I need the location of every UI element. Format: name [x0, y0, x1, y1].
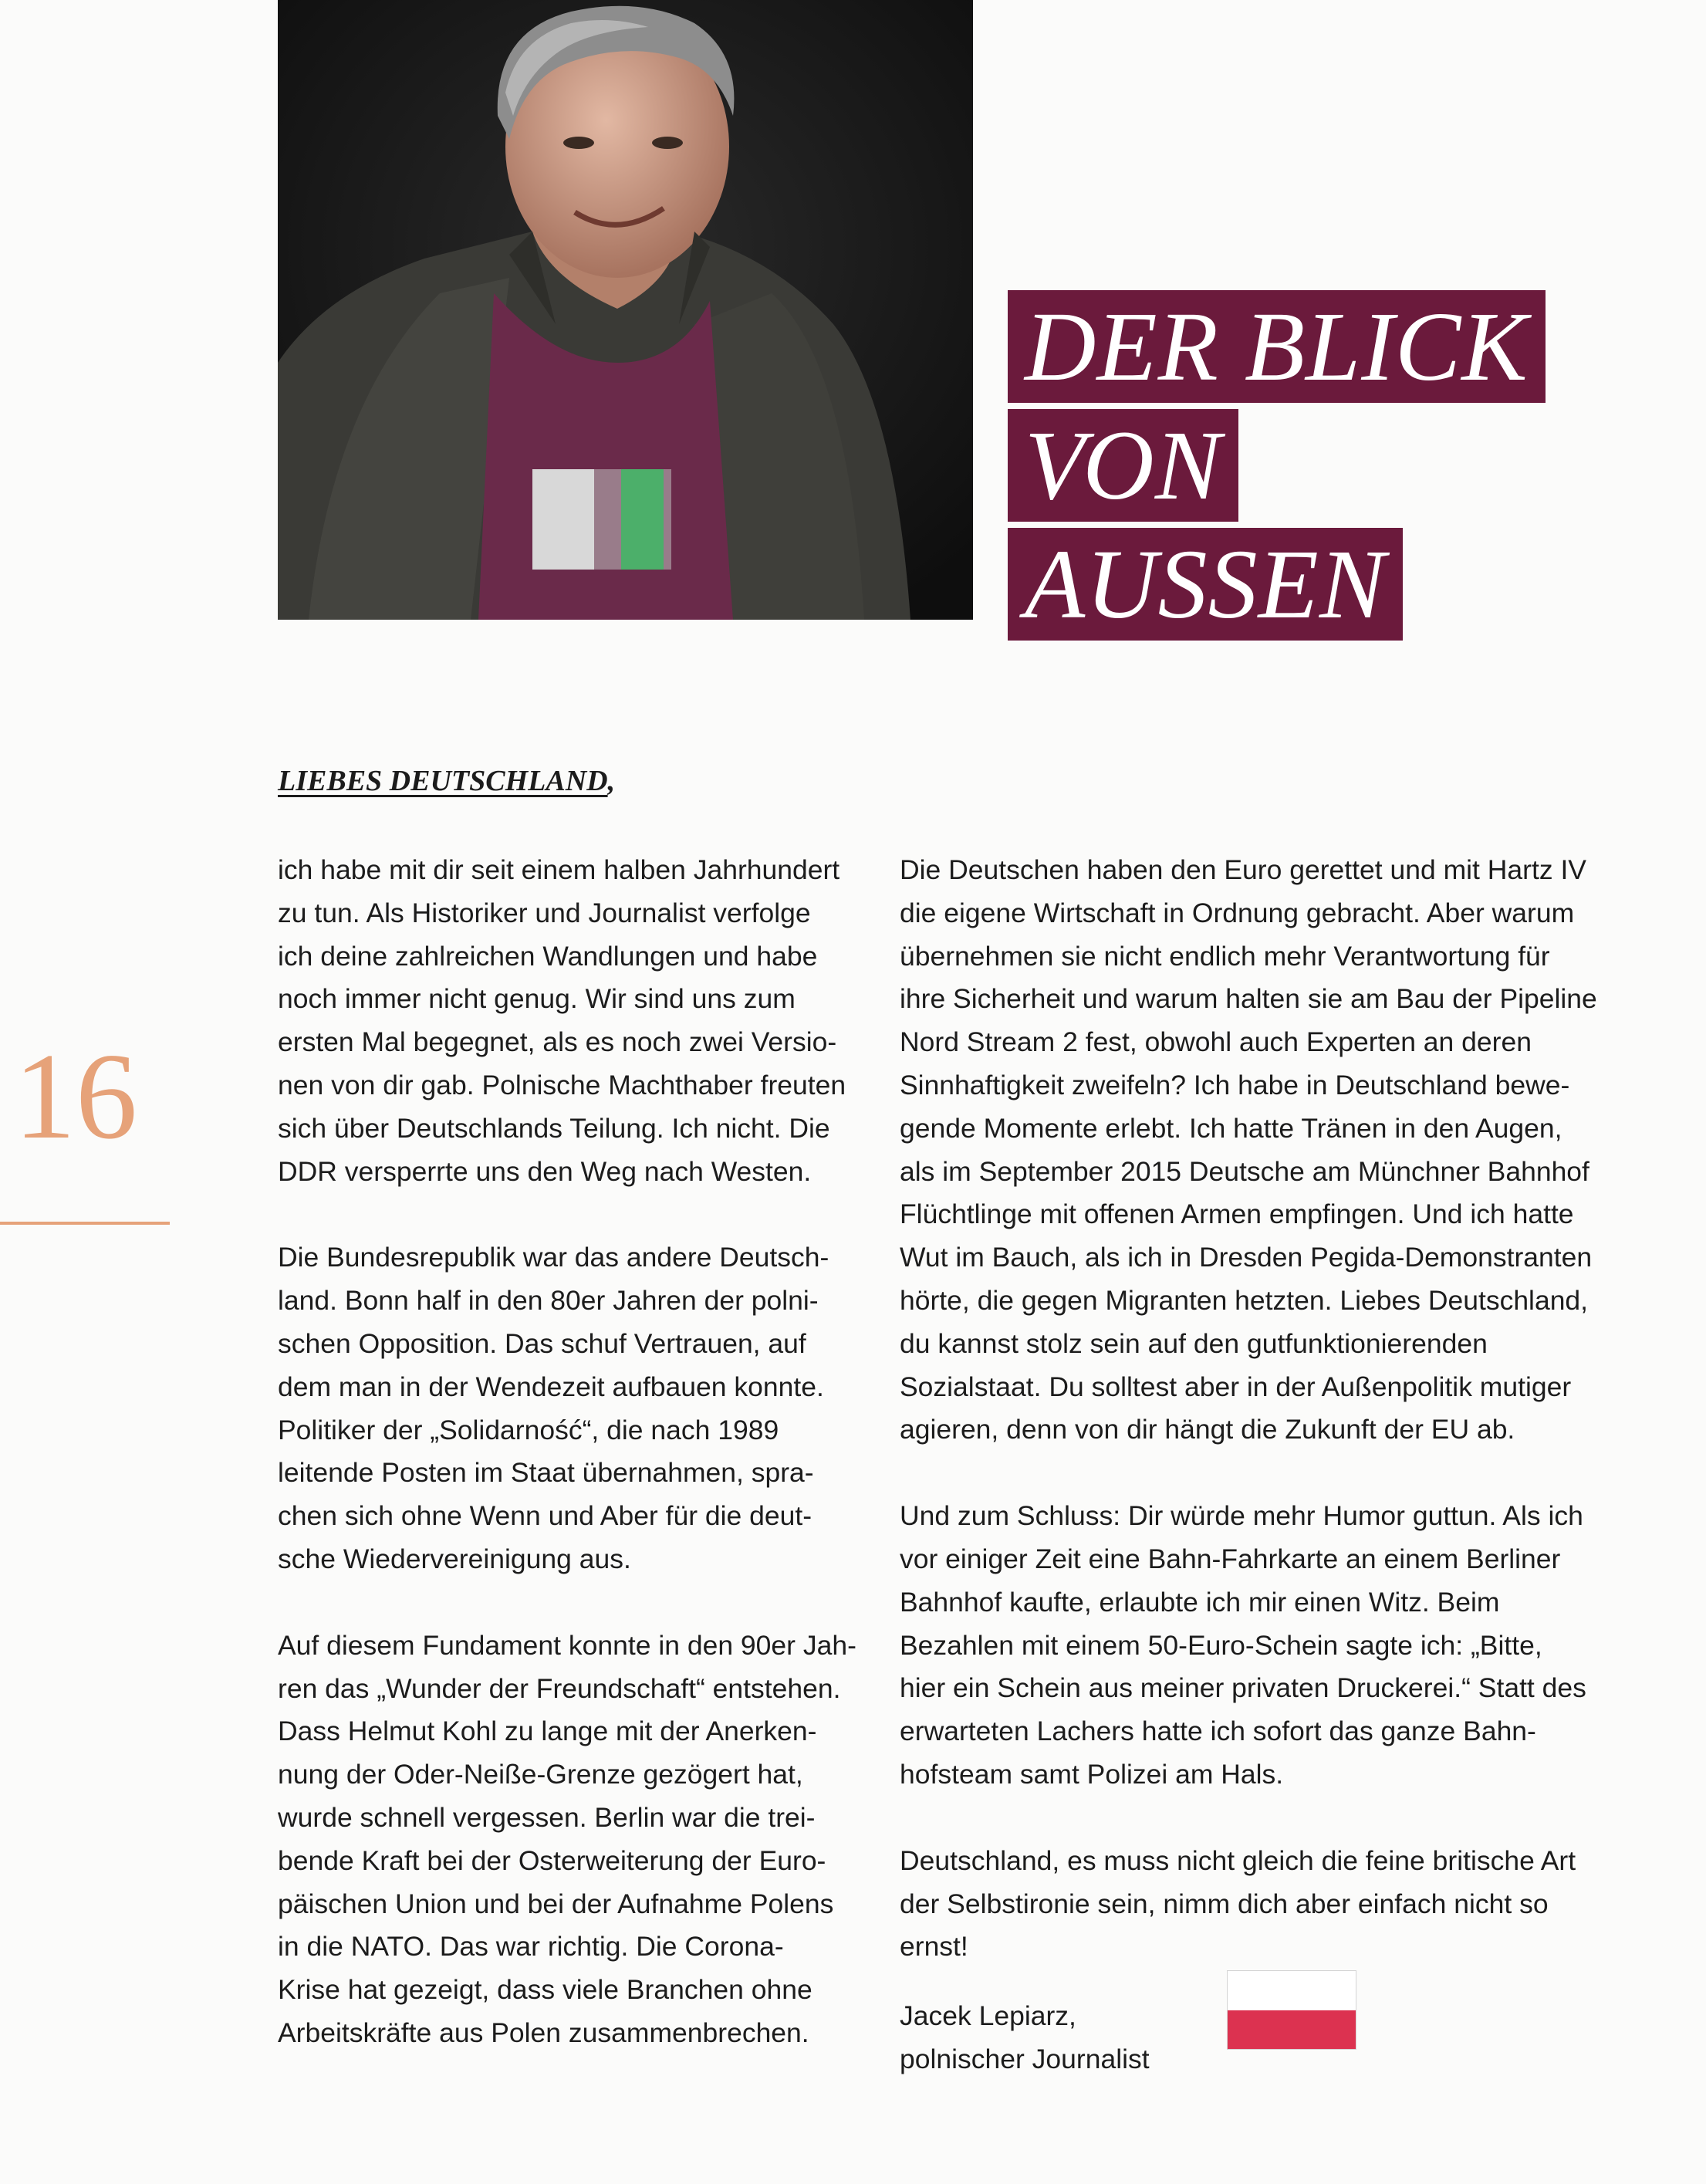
paragraph-left-1: ich habe mit dir seit einem halben Jahrhundert zu tun. Als Historiker und Journalist verfolge ich deine zahlreichen Wandlungen und habe noch immer nicht genug. Wir sind uns zum ersten Mal begegnet, als es noch zwei Versio- nen von dir gab. Polnische Machthaber freuten sich über Deutschlands Teilung. Ich nicht. Die DDR versperrte uns den Weg nach Westen.	[278, 854, 846, 1187]
salutation	[278, 764, 615, 798]
author-portrait-photo	[278, 0, 973, 620]
body-column-right	[900, 849, 1610, 2125]
body-column-left	[278, 849, 872, 2098]
title-line-3: AUSSEN	[1008, 528, 1403, 641]
salutation-comma: ,	[607, 765, 616, 797]
paragraph-left-2: Die Bundesrepublik war das andere Deutsch- land. Bonn half in den 80er Jahren der polni- schen Opposition. Das schuf Vertrauen, auf dem man in der Wendezeit aufbauen konnte. Politiker der „Solidarność“, die nach 1989 leitende Posten im Staat übernahmen, spra- chen sich ohne Wenn und Aber für die deut- sche Wiedervereinigung aus.	[278, 1242, 829, 1574]
paragraph-right-1: Die Deutschen haben den Euro gerettet und mit Hartz IV die eigene Wirtschaft in Ordnung gebracht. Aber warum übernehmen sie nicht endlich mehr Verantwortung für ihre Sicherheit und warum halten sie am Bau der Pipeline Nord Stream 2 fest, obwohl auch Experten an deren Sinnhaftigkeit zweifeln? Ich habe in Deutschland bewe- gende Momente erlebt. Ich hatte Tränen in den Augen, als im September 2015 Deutsche am Münchner Bahnhof Flüchtlinge mit offenen Armen empfingen. Und ich hatte Wut im Bauch, als ich in Dresden Pegida-Demonstranten hörte, die gegen Migranten hetzten. Liebes Deutschland, du kannst stolz sein auf den gutfunktionierenden Sozialstaat. Du solltest aber in der Außenpolitik mutiger agieren, denn von dir hängt die Zukunft der EU ab.	[900, 854, 1597, 1445]
flag-white-stripe	[1228, 1971, 1356, 2010]
portrait-illustration	[278, 0, 973, 620]
paragraph-right-2: Und zum Schluss: Dir würde mehr Humor guttun. Als ich vor einiger Zeit eine Bahn-Fahrkarte an einem Berliner Bahnhof kaufte, erlaubte ich mir einen Witz. Beim Bezahlen mit einem 50-Euro-Schein sagte ich: „Bitte, hier ein Schein aus meiner privaten Druckerei.“ Statt des erwarteten Lachers hatte ich sofort das ganze Bahn- hofsteam samt Polizei am Hals.	[900, 1500, 1586, 1790]
title-line-2: VON	[1008, 409, 1238, 522]
flag-red-stripe	[1228, 2010, 1356, 2050]
signature-name: Jacek Lepiarz,	[900, 2000, 1076, 2032]
polish-flag-icon	[1227, 1970, 1356, 2050]
paragraph-left-3: Auf diesem Fundament konnte in den 90er Jah- ren das „Wunder der Freundschaft“ entstehen. Dass Helmut Kohl zu lange mit der Anerken- nung der Oder-Neiße-Grenze gezögert hat, wurde schnell vergessen. Berlin war die trei- bende Kraft bei der Osterweiterung der Euro- päischen Union und bei der Aufnahme Polens in die NATO. Das war richtig. Die Corona- Krise hat gezeigt, dass viele Branchen ohne Arbeitskräfte aus Polen zusammenbrechen.	[278, 1629, 856, 2048]
page-number: 16	[14, 1027, 137, 1165]
paragraph-right-3: Deutschland, es muss nicht gleich die feine britische Art der Selbstironie sein, nimm dich aber einfach nicht so ernst!	[900, 1844, 1576, 1963]
title-line-1: DER BLICK	[1008, 290, 1546, 403]
page-number-rule	[0, 1222, 170, 1225]
signature-role: polnischer Journalist	[900, 2043, 1150, 2074]
salutation-text: LIEBES DEUTSCHLAND	[278, 765, 608, 797]
article-title	[1008, 290, 1546, 647]
